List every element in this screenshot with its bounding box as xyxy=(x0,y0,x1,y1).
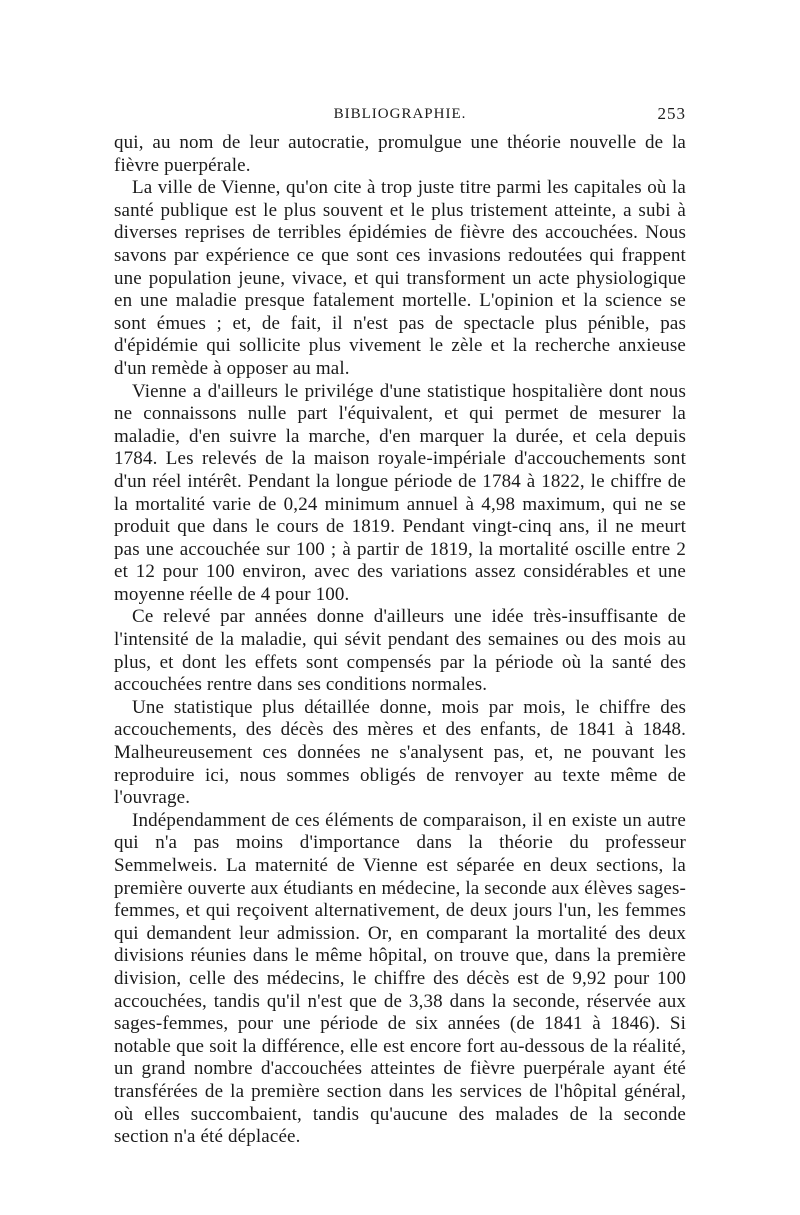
running-title: BIBLIOGRAPHIE. xyxy=(333,106,467,122)
running-head xyxy=(114,102,686,132)
book-page xyxy=(114,102,686,1182)
body-text xyxy=(114,132,686,1149)
paragraph-statistique: Vienne a d'ailleurs le privilége d'une statistique hospitalière dont nous ne connaissons nulle part l'équivalent, et qui permet de mesurer la maladie, d'en suivre la marche, d'en marquer la durée, et cela depuis 1784. Les relevés de la maison royale-impériale d'accouchements sont d'un réel intérêt. Pendant la longue période de 1784 à 1822, le chiffre de la mortalité varie de 0,24 minimum annuel à 4,98 maximum, qui ne se produit que dans le cours de 1819. Pendant vingt-cinq ans, il ne meurt pas une accouchée sur 100 ; à partir de 1819, la mortalité oscille entre 2 et 12 pour 100 environ, avec des variations assez considérables et une moyenne réelle de 4 pour 100. xyxy=(114,380,686,605)
paragraph-deux-sections: Indépendamment de ces éléments de comparaison, il en existe un autre qui n'a pas moins d'importance dans la théorie du professeur Semmelweis. La maternité de Vienne est séparée en deux sections, la première ouverte aux étudiants en médecine, la seconde aux élèves sages-femmes, et qui reçoivent alternativement, de deux jours l'un, les femmes qui demandent leur admission. Or, en comparant la mortalité des deux divisions réunies dans le même hôpital, on trouve que, dans la première division, celle des médecins, le chiffre des décès est de 9,92 pour 100 accouchées, tandis qu'il n'est que de 3,38 dans la seconde, réservée aux sages-femmes, pour une période de six années (de 1841 à 1846). Si notable que soit la différence, elle est encore fort au-dessous de la réalité, un grand nombre d'accouchées atteintes de fièvre puerpérale ayant été transférées de la première section dans les services de l'hôpital général, où elles succombaient, tandis qu'aucune des malades de la seconde section n'a été déplacée. xyxy=(114,809,686,1148)
page-number: 253 xyxy=(657,104,686,123)
paragraph-releve-annees: Ce relevé par années donne d'ailleurs une idée très-insuffisante de l'intensité de la maladie, qui sévit pendant des semaines ou des mois au plus, et dont les effets sont compensés par la période où la santé des accouchées rentre dans ses conditions normales. xyxy=(114,606,686,696)
paragraph-vienne-epidemies: La ville de Vienne, qu'on cite à trop juste titre parmi les capitales où la santé publique est le plus souvent et le plus tristement atteinte, a subi à diverses reprises de terribles épidémies de fièvre des accouchées. Nous savons par expérience ce que sont ces invasions redoutées qui frappent une population jeune, vivace, et qui transforment un acte physiologique en une maladie presque fatalement mortelle. L'opinion et la science se sont émues ; et, de fait, il n'est pas de spectacle plus pénible, pas d'épidémie qui sollicite plus vivement le zèle et la recherche anxieuse d'un remède à opposer au mal. xyxy=(114,177,686,379)
paragraph-continuation: qui, au nom de leur autocratie, promulgue une théorie nouvelle de la fièvre puerpérale. xyxy=(114,132,686,176)
paragraph-statistique-detaillee: Une statistique plus détaillée donne, mois par mois, le chiffre des accouchements, des décès des mères et des enfants, de 1841 à 1848. Malheureusement ces données ne s'analysent pas, et, ne pouvant les reproduire ici, nous sommes obligés de renvoyer au texte même de l'ouvrage. xyxy=(114,696,686,809)
